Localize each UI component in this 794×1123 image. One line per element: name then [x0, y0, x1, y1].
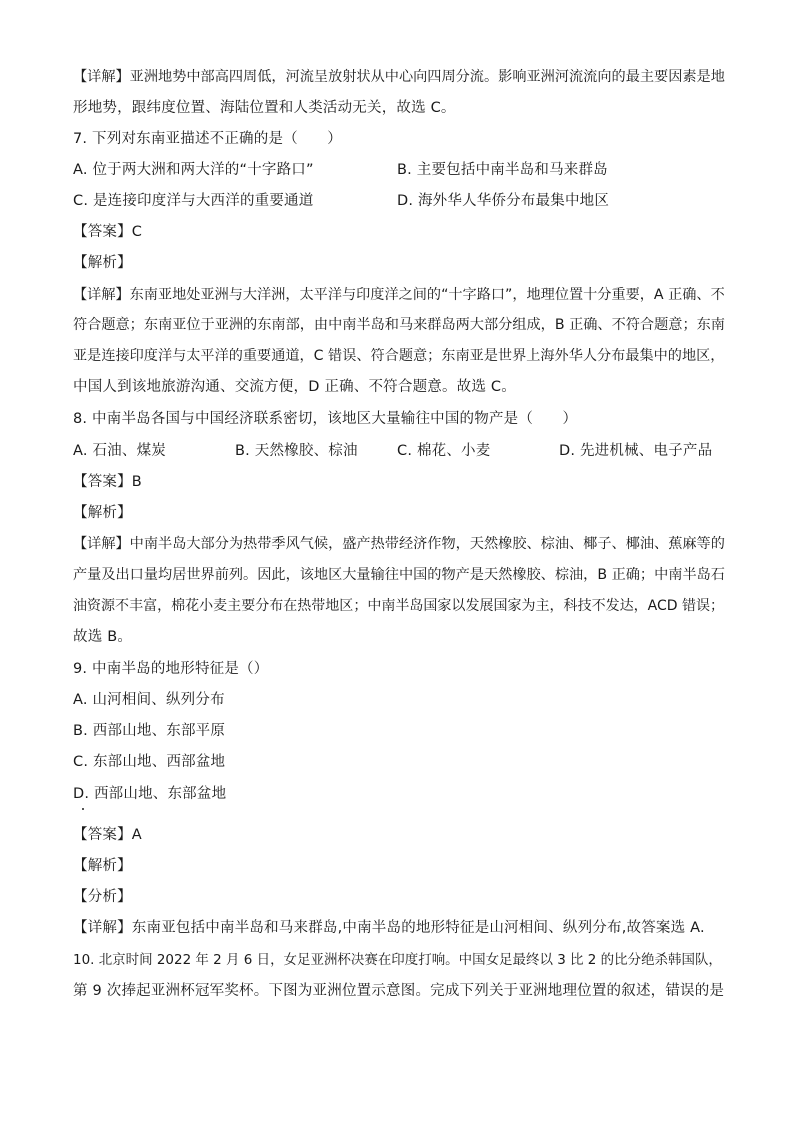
q6-detail-line-1: 【详解】亚洲地势中部高四周低，河流呈放射状从中心向四周分流。影响亚洲河流流向的最主要因素是地 — [73, 69, 725, 85]
q8-stem: 8. 中南半岛各国与中国经济联系密切，该地区大量输往中国的物产是（ ） — [73, 411, 578, 427]
q7-option-d: D. 海外华人华侨分布最集中地区 — [397, 193, 610, 209]
q7-detail-line-3: 亚是连接印度洋与太平洋的重要通道，C 错误、符合题意；东南亚是世界上海外华人分布最集中的地区， — [73, 348, 725, 364]
q9-detail-line-1: 【详解】东南亚包括中南半岛和马来群岛,中南半岛的地形特征是山河相间、纵列分布,故答案选 A. — [73, 920, 705, 936]
q9-option-b: B. 西部山地、东部平原 — [73, 723, 226, 739]
q7-answer: 【答案】C — [73, 224, 143, 240]
q7-option-b: B. 主要包括中南半岛和马来群岛 — [397, 162, 608, 178]
q9-option-d: D. 西部山地、东部盆地 — [73, 786, 227, 802]
q8-option-d: D. 先进机械、电子产品 — [559, 443, 713, 459]
q8-answer: 【答案】B — [73, 474, 142, 490]
q7-analysis-heading: 【解析】 — [73, 255, 132, 271]
q9-analysis-heading: 【解析】 — [73, 858, 132, 874]
q8-detail-line-3: 油资源不丰富，棉花小麦主要分布在热带地区；中南半岛国家以发展国家为主，科技不发达，ACD 错误； — [73, 598, 725, 614]
q9-stem: 9. 中南半岛的地形特征是（） — [73, 661, 269, 677]
q8-option-a: A. 石油、煤炭 — [73, 443, 166, 459]
q8-option-c: C. 棉花、小麦 — [397, 443, 491, 459]
q8-detail-line-2: 产量及出口量均居世界前列。因此，该地区大量输往中国的物产是天然橡胶、棕油，B 正确；中南半岛石 — [73, 567, 725, 583]
q10-stem-line-1: 10. 北京时间 2022 年 2 月 6 日，女足亚洲杯决赛在印度打响。中国女足最终以 3 比 2 的比分绝杀韩国队， — [73, 952, 722, 968]
q10-stem-line-2: 第 9 次捧起亚洲杯冠军奖杯。下图为亚洲位置示意图。完成下列关于亚洲地理位置的叙述，错误的是 — [73, 983, 725, 999]
q7-detail-line-4: 中国人到该地旅游沟通、交流方便，D 正确、不符合题意。故选 C。 — [73, 379, 516, 395]
stray-dot — [82, 808, 84, 810]
q7-detail-line-2: 符合题意；东南亚位于亚洲的东南部，由中南半岛和马来群岛两大部分组成，B 正确、不符合题意；东南 — [73, 317, 725, 333]
q8-option-b: B. 天然橡胶、棕油 — [235, 443, 358, 459]
q8-detail-line-4: 故选 B。 — [73, 629, 133, 645]
q7-option-a: A. 位于两大洲和两大洋的“十字路口” — [73, 162, 314, 178]
q7-stem: 7. 下列对东南亚描述不正确的是（ ） — [73, 131, 342, 147]
q8-detail-line-1: 【详解】中南半岛大部分为热带季风气候，盛产热带经济作物，天然橡胶、棕油、椰子、椰油、蕉麻等的 — [73, 536, 725, 552]
q7-option-c: C. 是连接印度洋与大西洋的重要通道 — [73, 193, 314, 209]
q6-detail-line-2: 形地势，跟纬度位置、海陆位置和人类活动无关，故选 C。 — [73, 100, 456, 116]
q9-option-c: C. 东部山地、西部盆地 — [73, 754, 226, 770]
q7-detail-line-1: 【详解】东南亚地处亚洲与大洋洲，太平洋与印度洋之间的“十字路口”，地理位置十分重要，A 正确、不 — [73, 287, 725, 303]
q9-option-a: A. 山河相间、纵列分布 — [73, 692, 225, 708]
q9-answer: 【答案】A — [73, 827, 142, 843]
q8-analysis-heading: 【解析】 — [73, 505, 132, 521]
q9-fenxi-heading: 【分析】 — [73, 889, 132, 905]
